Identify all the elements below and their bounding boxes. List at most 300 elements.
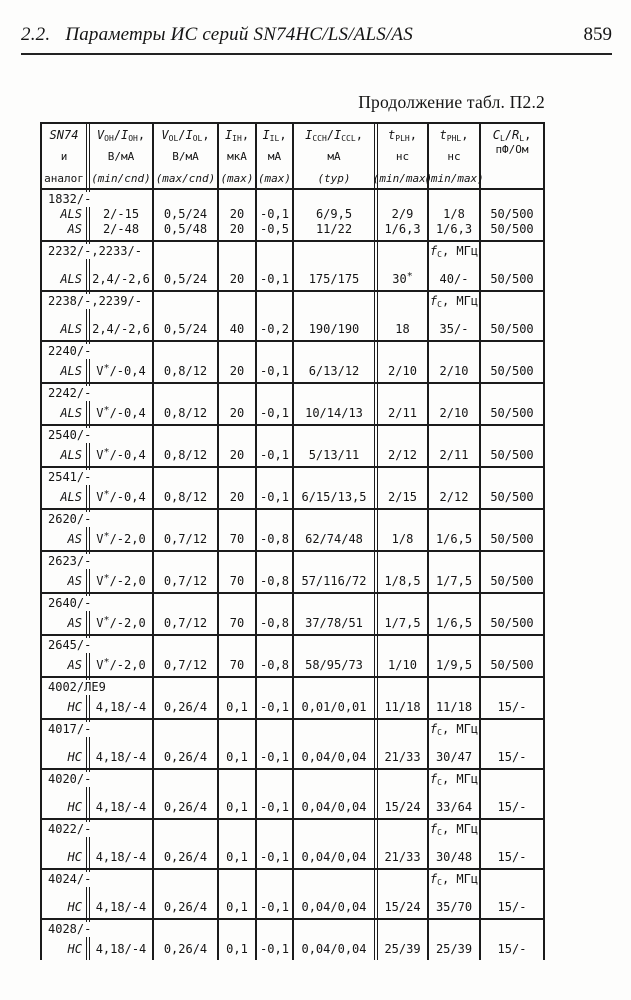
cell-iih: [219, 384, 257, 424]
table-row: [42, 594, 543, 636]
cell-part-and-series: [42, 190, 90, 240]
cell-cl-rl: [481, 190, 543, 240]
cell-value: 0,1: [226, 800, 248, 814]
cell-iih: [219, 552, 257, 592]
cell-value: 50/500: [490, 272, 534, 286]
cell-value: 1/7,5: [384, 616, 421, 630]
cell-tphl: [429, 720, 481, 768]
cell-cl-rl: [481, 820, 543, 868]
series-label: ALS: [60, 490, 82, 504]
cell-vol-iol: [154, 426, 219, 466]
cell-value: 2/10: [388, 364, 417, 378]
cell-value: 21/33: [384, 850, 421, 864]
cell-vol-iol: [154, 242, 219, 290]
cell-voh-ioh: [90, 820, 154, 868]
series-label: HC: [67, 850, 82, 864]
cell-value: -0,8: [260, 658, 289, 672]
table-row: [42, 552, 543, 594]
cell-value: -0,1: [260, 207, 289, 221]
cell-value: 1/7,5: [435, 574, 473, 588]
cell-tplh: [378, 510, 429, 550]
cell-value: V*/-2,0: [96, 573, 146, 588]
cell-value: 0,7/12: [163, 616, 208, 630]
cell-iil: [257, 426, 294, 466]
cell-tplh: [378, 342, 429, 382]
cell-cl-rl: [481, 770, 543, 818]
cell-value: 15/24: [384, 800, 421, 814]
cell-value: 0,8/12: [163, 406, 208, 420]
cell-cl-rl: [481, 342, 543, 382]
cell-value: 2/-48: [102, 222, 140, 236]
cell-part-and-series: [42, 770, 90, 818]
cell-value: 4,18/-4: [95, 900, 147, 914]
cell-icch-iccl: [294, 384, 378, 424]
cell-icch-iccl: [294, 342, 378, 382]
part-number: 2540/-: [42, 428, 94, 443]
cell-tphl: [429, 552, 481, 592]
cell-value: 2,4/-2,6: [92, 272, 150, 286]
cell-voh-ioh: [90, 770, 154, 818]
cell-vol-iol: [154, 384, 219, 424]
cell-value: -0,5: [260, 222, 289, 236]
cell-value: 20: [229, 490, 245, 504]
cell-value: 1/6,5: [435, 616, 473, 630]
cell-value: 1/8: [391, 532, 414, 546]
cell-value: -0,2: [260, 322, 289, 336]
header-line: мкА: [227, 150, 247, 163]
cell-value: 0,8/12: [163, 364, 208, 378]
cell-value: 0,1: [226, 850, 248, 864]
cell-iil: [257, 190, 294, 240]
cell-value: 0,26/4: [163, 942, 208, 956]
cell-value: 4,18/-4: [95, 750, 147, 764]
cell-value: 40/-: [439, 272, 469, 286]
series-label: HC: [67, 800, 82, 814]
cell-value: 0,5/24: [163, 207, 208, 221]
cell-value: 0,26/4: [163, 700, 208, 714]
cell-vol-iol: [154, 342, 219, 382]
cell-value: 0,5/24: [163, 272, 208, 286]
cell-value: 190/190: [308, 322, 360, 336]
cell-tphl: [429, 510, 481, 550]
cell-value: 0,26/4: [163, 850, 208, 864]
fc-frequency-note: $f_C$, МГц: [429, 872, 479, 887]
header-line: (typ): [317, 172, 351, 185]
header-line: (min/cnd): [91, 172, 151, 185]
column-header-iih: [219, 124, 257, 188]
column-header-voh-ioh: [90, 124, 154, 188]
cell-vol-iol: [154, 678, 219, 718]
table-header-row: [42, 124, 543, 190]
series-label: HC: [67, 942, 82, 956]
cell-cl-rl: [481, 468, 543, 508]
part-number: 2240/-: [42, 344, 94, 359]
cell-part-and-series: [42, 426, 90, 466]
part-number: 2541/-: [42, 470, 94, 485]
cell-value: 50/500: [490, 658, 534, 672]
table-row: [42, 426, 543, 468]
table-row: [42, 678, 543, 720]
cell-value: 35/70: [435, 900, 473, 914]
part-number: 2238/-,2239/-: [42, 294, 145, 309]
cell-value: 57/116/72: [301, 574, 367, 588]
cell-part-and-series: [42, 720, 90, 768]
cell-icch-iccl: [294, 292, 378, 340]
cell-value: 37/78/51: [305, 616, 363, 630]
cell-tplh: [378, 242, 429, 290]
cell-voh-ioh: [90, 342, 154, 382]
header-line: пФ/Ом: [495, 143, 529, 156]
cell-value: -0,8: [260, 574, 289, 588]
cell-icch-iccl: [294, 190, 378, 240]
cell-iih: [219, 820, 257, 868]
cell-value: 6/15/13,5: [301, 490, 367, 504]
column-header-sn74-analog: [42, 124, 90, 188]
part-number: 4024/-: [42, 872, 94, 887]
cell-tplh: [378, 594, 429, 634]
cell-part-and-series: [42, 636, 90, 676]
cell-vol-iol: [154, 552, 219, 592]
cell-iih: [219, 720, 257, 768]
cell-value: 50/500: [490, 490, 534, 504]
cell-value: 50/500: [490, 532, 534, 546]
cell-tplh: [378, 468, 429, 508]
cell-value: 0,8/12: [163, 448, 208, 462]
cell-value: 1/6,3: [384, 222, 421, 236]
cell-tphl: [429, 678, 481, 718]
page-number: 859: [583, 24, 612, 45]
section-number: 2.2.: [21, 24, 51, 45]
header-line: $V_{OH}/I_{OH}$,: [96, 128, 146, 143]
table-row: [42, 920, 543, 960]
cell-vol-iol: [154, 920, 219, 960]
cell-tplh: [378, 770, 429, 818]
cell-tphl: [429, 636, 481, 676]
cell-iih: [219, 870, 257, 918]
cell-value: 0,5/48: [163, 222, 208, 236]
part-number: 2640/-: [42, 596, 94, 611]
fc-frequency-note: $f_C$, МГц: [429, 244, 479, 259]
header-line: нс: [447, 150, 461, 163]
cell-cl-rl: [481, 594, 543, 634]
series-label: HC: [67, 750, 82, 764]
cell-cl-rl: [481, 870, 543, 918]
header-line: (max/cnd): [155, 172, 216, 185]
cell-value: 0,1: [226, 750, 248, 764]
cell-vol-iol: [154, 636, 219, 676]
cell-voh-ioh: [90, 870, 154, 918]
cell-value: V*/-2,0: [96, 657, 146, 672]
cell-iil: [257, 342, 294, 382]
series-label: ALS: [60, 322, 82, 336]
part-number: 4020/-: [42, 772, 94, 787]
cell-tphl: [429, 468, 481, 508]
header-line: аналог: [44, 172, 84, 185]
cell-value: 0,7/12: [163, 532, 208, 546]
cell-value: 70: [229, 574, 245, 588]
cell-icch-iccl: [294, 636, 378, 676]
cell-tphl: [429, 426, 481, 466]
cell-value: 0,26/4: [163, 900, 208, 914]
header-line: $I_{IL}$,: [262, 128, 287, 143]
column-header-iil: [257, 124, 294, 188]
cell-value: 2/11: [388, 406, 417, 420]
part-number: 4022/-: [42, 822, 94, 837]
cell-voh-ioh: [90, 594, 154, 634]
cell-iil: [257, 770, 294, 818]
cell-part-and-series: [42, 552, 90, 592]
cell-voh-ioh: [90, 384, 154, 424]
cell-value: 0,8/12: [163, 490, 208, 504]
cell-value: -0,1: [260, 272, 289, 286]
cell-value: 50/500: [490, 364, 534, 378]
cell-vol-iol: [154, 510, 219, 550]
cell-voh-ioh: [90, 426, 154, 466]
header-line: SN74: [49, 128, 79, 142]
cell-iih: [219, 920, 257, 960]
cell-tplh: [378, 820, 429, 868]
cell-value: 15/-: [497, 700, 527, 714]
series-label: AS: [67, 222, 82, 236]
cell-cl-rl: [481, 678, 543, 718]
header-line: мА: [267, 150, 282, 163]
cell-value: 70: [229, 658, 245, 672]
cell-icch-iccl: [294, 510, 378, 550]
fc-frequency-note: $f_C$, МГц: [429, 294, 479, 309]
cell-iil: [257, 384, 294, 424]
cell-value: 0,1: [226, 900, 248, 914]
cell-value: 0,04/0,04: [301, 800, 367, 814]
cell-tphl: [429, 384, 481, 424]
cell-part-and-series: [42, 342, 90, 382]
cell-icch-iccl: [294, 720, 378, 768]
cell-value: 15/-: [497, 750, 527, 764]
cell-voh-ioh: [90, 468, 154, 508]
cell-cl-rl: [481, 384, 543, 424]
table-continuation-caption: Продолжение табл. П2.2: [358, 92, 545, 112]
cell-value: 50/500: [490, 448, 534, 462]
cell-value: 15/-: [497, 942, 527, 956]
cell-icch-iccl: [294, 426, 378, 466]
cell-value: 50/500: [490, 222, 534, 236]
cell-value: 50/500: [490, 406, 534, 420]
cell-value: -0,8: [260, 532, 289, 546]
cell-value: 2/9: [391, 207, 414, 221]
cell-iil: [257, 920, 294, 960]
header-line: нс: [395, 150, 410, 163]
cell-tplh: [378, 426, 429, 466]
header-line: мА: [327, 150, 341, 163]
cell-value: 0,04/0,04: [301, 900, 367, 914]
cell-value: 25/39: [435, 942, 473, 956]
cell-iil: [257, 292, 294, 340]
cell-value: 35/-: [439, 322, 469, 336]
table-body: [42, 190, 543, 960]
cell-value: 0,1: [226, 700, 248, 714]
cell-value: 0,26/4: [163, 750, 208, 764]
cell-value: 11/18: [435, 700, 473, 714]
cell-value: 1/6,3: [435, 222, 473, 236]
cell-cl-rl: [481, 426, 543, 466]
cell-value: 18: [395, 322, 410, 336]
cell-icch-iccl: [294, 594, 378, 634]
series-label: AS: [67, 616, 82, 630]
cell-icch-iccl: [294, 920, 378, 960]
series-label: HC: [67, 700, 82, 714]
cell-value: V*/-2,0: [96, 531, 146, 546]
cell-vol-iol: [154, 870, 219, 918]
ic-parameters-table: [40, 122, 545, 960]
part-number: 1832/-: [42, 192, 94, 207]
cell-value: 20: [229, 364, 245, 378]
cell-tplh: [378, 678, 429, 718]
series-label: HC: [67, 900, 82, 914]
cell-value: -0,1: [260, 490, 289, 504]
cell-value: 4,18/-4: [95, 942, 147, 956]
cell-value: -0,8: [260, 616, 289, 630]
cell-vol-iol: [154, 594, 219, 634]
cell-icch-iccl: [294, 678, 378, 718]
cell-part-and-series: [42, 468, 90, 508]
cell-value: V*/-0,4: [96, 447, 146, 462]
cell-iil: [257, 636, 294, 676]
cell-value: 20: [229, 222, 245, 236]
cell-part-and-series: [42, 820, 90, 868]
cell-tphl: [429, 920, 481, 960]
cell-value: -0,1: [260, 700, 289, 714]
cell-value: 30/47: [435, 750, 473, 764]
cell-value: 20: [229, 448, 245, 462]
cell-value: 50/500: [490, 322, 534, 336]
cell-value: 1/8,5: [384, 574, 421, 588]
cell-tplh: [378, 720, 429, 768]
cell-value: V*/-0,4: [96, 363, 146, 378]
cell-value: 1/10: [388, 658, 417, 672]
column-header-tplh: [372, 124, 433, 188]
cell-iil: [257, 870, 294, 918]
cell-value: 15/-: [497, 900, 527, 914]
cell-part-and-series: [42, 594, 90, 634]
cell-value: 2/12: [439, 490, 469, 504]
cell-cl-rl: [481, 920, 543, 960]
cell-value: 0,1: [226, 942, 248, 956]
cell-value: 2/10: [439, 364, 469, 378]
cell-vol-iol: [154, 190, 219, 240]
cell-iil: [257, 242, 294, 290]
cell-value: V*/-0,4: [96, 405, 146, 420]
cell-value: 0,26/4: [163, 800, 208, 814]
cell-value: 15/-: [497, 850, 527, 864]
cell-voh-ioh: [90, 190, 154, 240]
cell-value: 2/10: [439, 406, 469, 420]
cell-value: 4,18/-4: [95, 700, 147, 714]
cell-tphl: [429, 770, 481, 818]
cell-part-and-series: [42, 510, 90, 550]
header-line: $V_{OL}/I_{OL}$,: [161, 128, 210, 143]
cell-value: 15/24: [384, 900, 421, 914]
cell-value: -0,1: [260, 406, 289, 420]
cell-tphl: [429, 870, 481, 918]
cell-value: 33/64: [435, 800, 473, 814]
cell-value: 11/18: [384, 700, 421, 714]
table-row: [42, 820, 543, 870]
cell-value: -0,1: [260, 364, 289, 378]
cell-icch-iccl: [294, 242, 378, 290]
cell-value: 1/6,5: [435, 532, 473, 546]
header-line: (min/max): [424, 172, 484, 185]
cell-value: 6/9,5: [315, 207, 353, 221]
cell-value: 50/500: [490, 207, 534, 221]
cell-part-and-series: [42, 384, 90, 424]
series-label: AS: [67, 574, 82, 588]
cell-value: 0,7/12: [163, 658, 208, 672]
table-row: [42, 720, 543, 770]
part-number: 4002/ЛЕ9: [42, 680, 109, 695]
cell-value: 30*: [392, 271, 413, 286]
cell-value: 50/500: [490, 616, 534, 630]
cell-tplh: [378, 920, 429, 960]
cell-value: 0,04/0,04: [301, 942, 367, 956]
cell-value: -0,1: [260, 942, 289, 956]
cell-tphl: [429, 820, 481, 868]
cell-iil: [257, 594, 294, 634]
header-line: (max): [220, 172, 254, 185]
cell-tplh: [378, 384, 429, 424]
cell-iih: [219, 510, 257, 550]
part-number: 2620/-: [42, 512, 94, 527]
cell-tplh: [378, 292, 429, 340]
cell-cl-rl: [481, 292, 543, 340]
series-label: AS: [67, 532, 82, 546]
cell-value: 2/11: [439, 448, 469, 462]
cell-value: 6/13/12: [308, 364, 360, 378]
cell-tphl: [429, 342, 481, 382]
series-label: ALS: [60, 406, 82, 420]
cell-value: V*/-2,0: [96, 615, 146, 630]
cell-value: 0,7/12: [163, 574, 208, 588]
cell-value: 70: [229, 616, 245, 630]
cell-iih: [219, 292, 257, 340]
cell-value: 21/33: [384, 750, 421, 764]
header-line: (min/max): [372, 172, 433, 185]
series-label: AS: [67, 658, 82, 672]
fc-frequency-note: $f_C$, МГц: [429, 772, 479, 787]
cell-value: 2/-15: [102, 207, 140, 221]
cell-value: 50/500: [490, 574, 534, 588]
cell-value: -0,1: [260, 448, 289, 462]
section-title: Параметры ИС серий SN74HC/LS/ALS/AS: [65, 24, 413, 45]
cell-iih: [219, 342, 257, 382]
cell-iih: [219, 678, 257, 718]
header-line: $t_{PHL}$,: [439, 128, 469, 143]
column-header-icch-iccl: [294, 124, 378, 188]
header-line: $C_L/R_L$,: [492, 128, 532, 143]
cell-value: -0,1: [260, 800, 289, 814]
cell-value: 2/15: [388, 490, 417, 504]
part-number: 4017/-: [42, 722, 94, 737]
header-line: $I_{CCH}/I_{CCL}$,: [305, 128, 363, 143]
cell-value: 1/8: [443, 207, 465, 221]
cell-value: 20: [229, 272, 245, 286]
cell-iil: [257, 678, 294, 718]
table-row: [42, 384, 543, 426]
cell-value: 175/175: [308, 272, 360, 286]
cell-tphl: [429, 190, 481, 240]
cell-value: 62/74/48: [305, 532, 363, 546]
cell-iil: [257, 552, 294, 592]
cell-voh-ioh: [90, 636, 154, 676]
header-line: и: [60, 150, 68, 163]
